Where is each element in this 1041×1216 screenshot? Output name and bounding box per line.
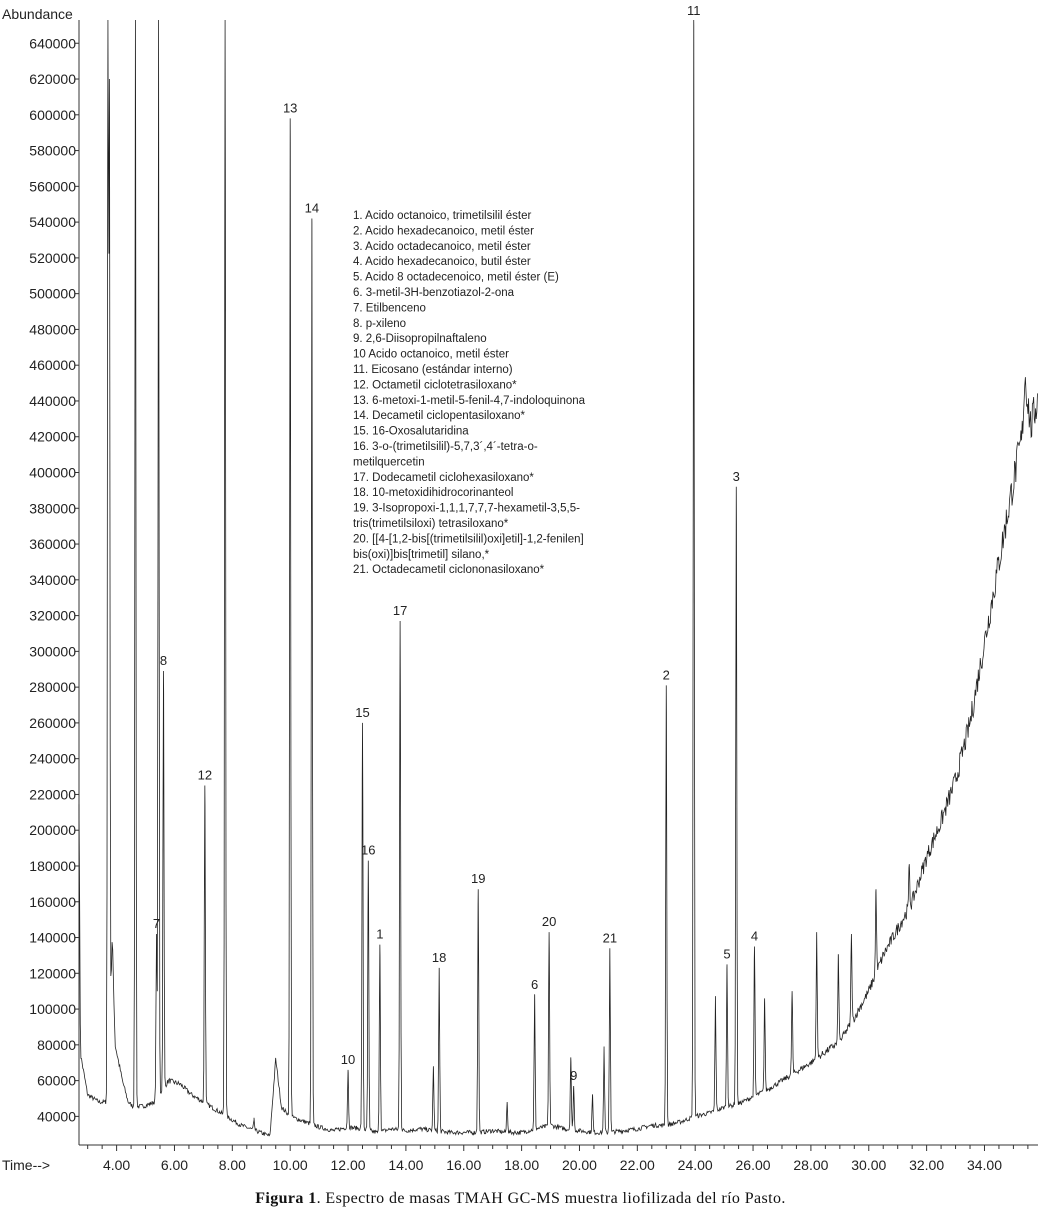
x-tick-label: 14.00 xyxy=(388,1157,424,1173)
y-tick-label: 540000 xyxy=(29,214,76,231)
y-tick-label: 580000 xyxy=(29,142,76,159)
legend-entry: 21. Octadecametil ciclononasiloxano* xyxy=(353,564,545,577)
legend-entry: 4. Acido hexadecanoico, butil éster xyxy=(353,256,531,269)
legend-entry: 9. 2,6-Diisopropilnaftaleno xyxy=(353,333,487,346)
y-tick-label: 500000 xyxy=(29,285,76,302)
x-axis-ticks xyxy=(88,1145,1028,1173)
peak-label: 6 xyxy=(531,976,539,992)
y-tick-label: 240000 xyxy=(29,750,76,767)
legend-entry: 16. 3-o-(trimetilsilil)-5,7,3´,4´-tetra-o- xyxy=(353,441,538,453)
y-tick-label: 620000 xyxy=(29,71,76,88)
x-tick-label: 12.00 xyxy=(330,1157,366,1173)
peak-label: 1 xyxy=(376,926,384,942)
y-tick-label: 300000 xyxy=(29,643,76,660)
legend-entry: 2. Acido hexadecanoico, metil éster xyxy=(353,225,534,238)
peak-label: 7 xyxy=(152,915,161,931)
x-tick-label: 28.00 xyxy=(793,1157,829,1173)
peak-label: 19 xyxy=(470,871,486,887)
compound-legend xyxy=(353,210,586,576)
y-tick-label: 360000 xyxy=(29,536,76,553)
caption-text: . Espectro de masas TMAH GC-MS muestra liofilizada del río Pasto. xyxy=(316,1190,786,1207)
legend-entry: 11. Eicosano (estándar interno) xyxy=(353,364,513,376)
peak-label: 10 xyxy=(340,1051,356,1067)
peak-label: 17 xyxy=(392,602,408,618)
y-tick-label: 100000 xyxy=(29,1001,76,1018)
y-tick-label: 340000 xyxy=(29,571,76,588)
peak-label: 16 xyxy=(361,842,376,858)
y-tick-label: 80000 xyxy=(37,1036,76,1053)
legend-entry: 12. Octametil ciclotetrasiloxano* xyxy=(353,379,517,392)
x-tick-label: 16.00 xyxy=(446,1157,482,1173)
peak-label: 8 xyxy=(159,653,168,669)
y-tick-label: 460000 xyxy=(29,357,76,374)
y-tick-label: 640000 xyxy=(29,35,76,52)
peak-label: 21 xyxy=(602,930,618,946)
legend-entry: 17. Dodecametil ciclohexasiloxano* xyxy=(353,471,534,484)
x-tick-label: 18.00 xyxy=(504,1157,540,1173)
legend-entry: 1. Acido octanoico, trimetilsilil éster xyxy=(353,210,532,222)
y-tick-label: 160000 xyxy=(29,893,76,910)
legend-entry: bis(oxi)]bis[trimetil] silano,* xyxy=(353,548,490,561)
y-tick-label: 220000 xyxy=(29,786,76,803)
caption-label: Figura 1 xyxy=(255,1190,317,1207)
peak-label: 5 xyxy=(723,946,731,962)
peak-label: 4 xyxy=(750,928,759,944)
x-tick-label: 30.00 xyxy=(851,1157,887,1173)
peak-label: 15 xyxy=(355,704,370,720)
peak-label: 18 xyxy=(431,949,447,965)
peak-label: 12 xyxy=(197,767,213,783)
x-tick-label: 24.00 xyxy=(677,1157,713,1173)
legend-entry: 20. [[4-[1,2-bis[(trimetilsilil)oxi]etil]-1,2-fenilen] xyxy=(353,533,584,546)
y-tick-label: 120000 xyxy=(29,965,76,982)
x-tick-label: 22.00 xyxy=(619,1157,655,1173)
peak-label: 9 xyxy=(570,1067,578,1083)
x-tick-label: 4.00 xyxy=(102,1157,131,1173)
legend-entry: 13. 6-metoxi-1-metil-5-fenil-4,7-indoloquinona xyxy=(353,394,586,407)
legend-entry: 10 Acido octanoico, metil éster xyxy=(353,348,509,361)
y-tick-label: 40000 xyxy=(37,1108,76,1125)
legend-entry: 8. p-xileno xyxy=(353,317,407,330)
figure-caption xyxy=(0,1190,1041,1208)
y-tick-label: 320000 xyxy=(29,607,76,624)
y-tick-label: 400000 xyxy=(29,464,76,481)
legend-entry: 19. 3-Isopropoxi-1,1,1,7,7,7-hexametil-3,5,5- xyxy=(353,502,580,515)
legend-entry: 5. Acido 8 octadecenoico, metil éster (E) xyxy=(353,271,559,284)
y-tick-label: 280000 xyxy=(29,679,76,696)
legend-entry: tris(trimetilsiloxi) tetrasiloxano* xyxy=(353,518,509,530)
legend-entry: 7. Etilbenceno xyxy=(353,302,426,315)
peak-label: 13 xyxy=(282,100,298,116)
peak-label: 11 xyxy=(686,3,701,18)
legend-entry: 6. 3-metil-3H-benzotiazol-2-ona xyxy=(353,287,515,299)
y-axis-ticks xyxy=(29,35,79,1124)
x-tick-label: 20.00 xyxy=(561,1157,597,1173)
x-axis-title: Time--> xyxy=(2,1157,51,1173)
x-tick-label: 10.00 xyxy=(272,1157,308,1173)
peak-label: 3 xyxy=(732,468,740,484)
legend-entry: 15. 16-Oxosalutaridina xyxy=(353,425,469,438)
x-tick-label: 32.00 xyxy=(909,1157,945,1173)
x-tick-label: 34.00 xyxy=(966,1157,1003,1173)
y-tick-label: 600000 xyxy=(29,106,76,123)
peak-label: 20 xyxy=(541,914,557,930)
y-tick-label: 420000 xyxy=(29,428,76,445)
chromatogram-line xyxy=(79,20,1037,1136)
y-tick-label: 440000 xyxy=(29,392,76,409)
y-tick-label: 480000 xyxy=(29,321,76,338)
x-tick-label: 6.00 xyxy=(160,1157,189,1173)
peak-label: 2 xyxy=(662,667,670,683)
chromatogram-trace xyxy=(79,20,1037,1136)
peak-label: 14 xyxy=(304,200,320,216)
legend-entry: 18. 10-metoxidihidrocorinanteol xyxy=(353,487,514,500)
y-tick-label: 200000 xyxy=(29,822,76,839)
y-tick-label: 260000 xyxy=(29,714,76,731)
y-tick-label: 380000 xyxy=(29,500,76,517)
x-tick-label: 26.00 xyxy=(735,1157,771,1173)
y-tick-label: 60000 xyxy=(37,1072,76,1089)
y-tick-label: 520000 xyxy=(29,249,76,266)
legend-entry: 14. Decametil ciclopentasiloxano* xyxy=(353,410,525,423)
y-axis-title: Abundance xyxy=(2,6,73,22)
y-tick-label: 180000 xyxy=(29,857,76,874)
x-tick-label: 8.00 xyxy=(218,1157,246,1173)
legend-entry: 3. Acido octadecanoico, metil éster xyxy=(353,240,531,253)
y-tick-label: 140000 xyxy=(29,929,76,946)
legend-entry: metilquercetin xyxy=(353,456,425,469)
y-tick-label: 560000 xyxy=(29,178,76,195)
